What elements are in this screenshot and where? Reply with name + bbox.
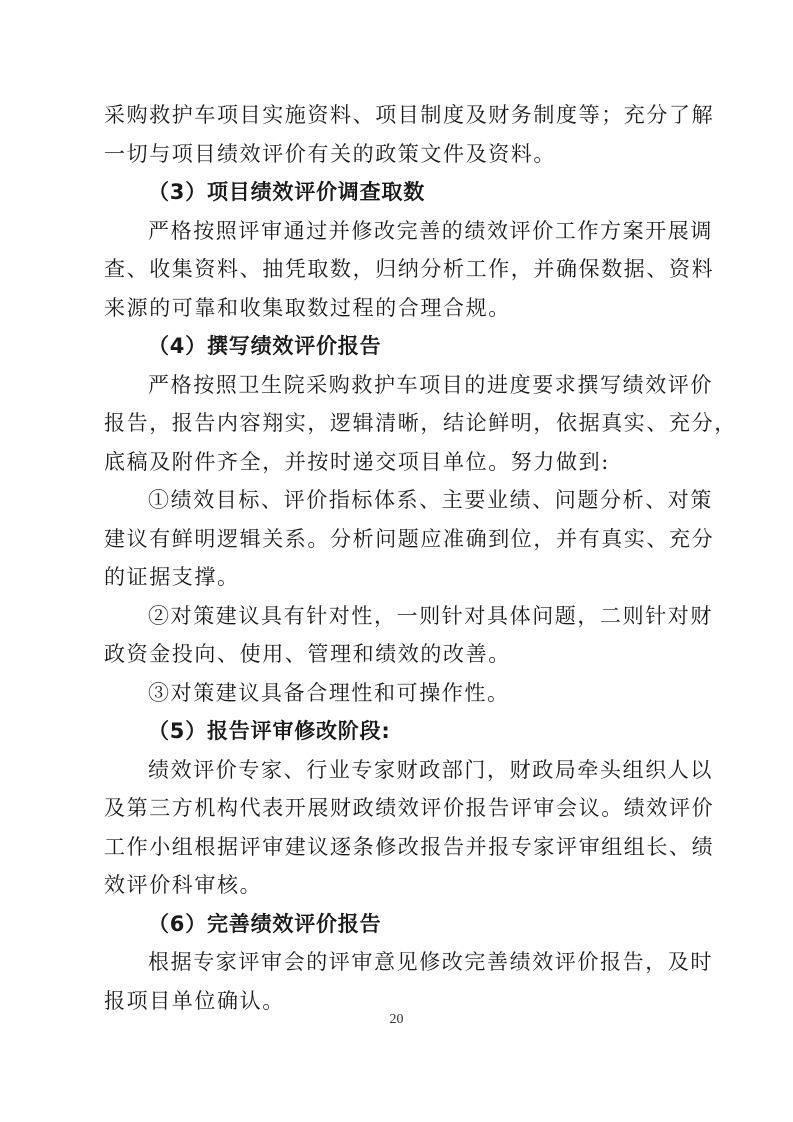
body-line: 报告，报告内容翔实，逻辑清晰，结论鲜明，依据真实、充分， [104, 411, 737, 435]
body-line: 的证据支撑。 [104, 565, 240, 589]
page-number: 20 [389, 1012, 404, 1027]
document-page [104, 96, 737, 1020]
section-heading-3: （3）项目绩效评价调查取数 [148, 180, 426, 204]
paragraph-first-line: 严格按照评审通过并修改完善的绩效评价工作方案开展调 [148, 218, 713, 243]
list-item-3: ③对策建议具备合理性和可操作性。 [148, 680, 510, 705]
body-line: 及第三方机构代表开展财政绩效评价报告评审会议。绩效评价 [104, 796, 715, 820]
paragraph-first-line: 严格按照卫生院采购救护车项目的进度要求撰写绩效评价 [148, 372, 713, 397]
section-heading-6: （6）完善绩效评价报告 [148, 911, 382, 936]
body-line: 底稿及附件齐全，并按时递交项目单位。努力做到: [104, 449, 610, 474]
body-line: 来源的可靠和收集取数过程的合理合规。 [104, 295, 511, 320]
paragraph-first-line: 根据专家评审会的评审意见修改完善绩效评价报告，及时 [148, 950, 713, 974]
list-item-1: ①绩效目标、评价指标体系、主要业绩、问题分析、对策 [148, 488, 713, 512]
body-line: 查、收集资料、抽凭取数，归纳分析工作，并确保数据、资料 [104, 257, 715, 281]
list-item-2: ②对策建议具有针对性，一则针对具体问题，二则针对财 [148, 603, 713, 628]
body-line: 建议有鲜明逻辑关系。分析问题应准确到位，并有真实、充分 [104, 526, 715, 551]
section-heading-4: （4）撰写绩效评价报告 [148, 334, 382, 358]
body-line: 采购救护车项目实施资料、项目制度及财务制度等；充分了解 [104, 103, 715, 127]
body-line: 政资金投向、使用、管理和绩效的改善。 [104, 642, 511, 666]
paragraph-first-line: 绩效评价专家、行业专家财政部门，财政局牵头组织人以 [148, 757, 713, 782]
section-heading-5: （5）报告评审修改阶段: [148, 719, 391, 743]
body-line: 效评价科审核。 [104, 873, 263, 897]
body-line: 工作小组根据评审建议逐条修改报告并报专家评审组组长、绩 [104, 834, 715, 859]
body-line: 一切与项目绩效评价有关的政策文件及资料。 [104, 141, 556, 166]
body-line: 报项目单位确认。 [104, 988, 285, 1013]
